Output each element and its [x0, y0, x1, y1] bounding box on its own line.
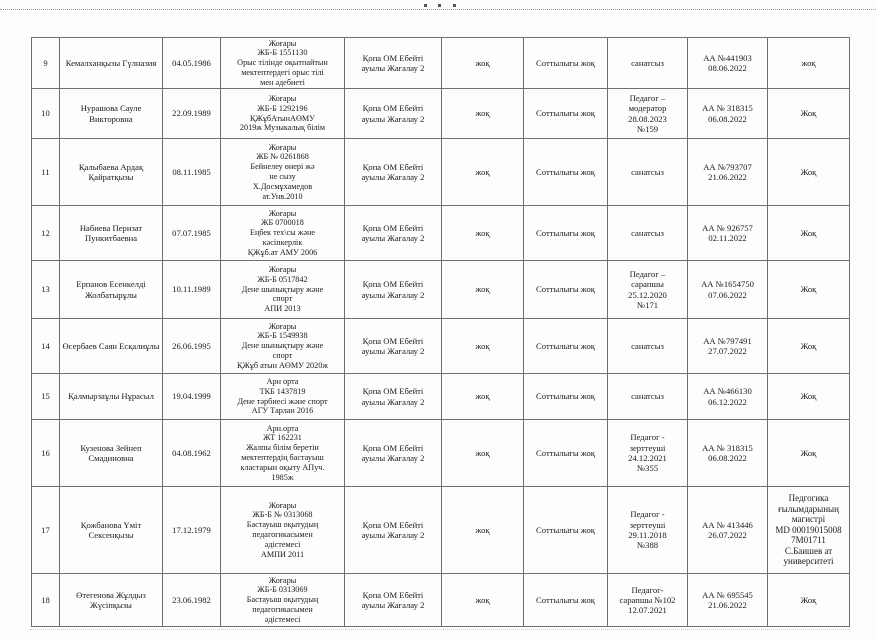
criminal-record: Соттылығы жоқ: [524, 89, 608, 139]
birth-date: 17.12.1979: [163, 487, 221, 574]
education: Жоғары ЖБ-Б 0517842 Дене шынықтыру және спорт АПИ 2013: [221, 261, 345, 319]
col-six: жоқ: [442, 420, 524, 487]
bottom-edge: [30, 629, 850, 631]
col-six: жоқ: [442, 139, 524, 206]
school: Қопа ОМ Ебейті ауылы Жағалау 2: [345, 574, 442, 627]
criminal-record: Соттылығы жоқ: [524, 261, 608, 319]
table-row: [32, 374, 850, 420]
row-number: 14: [32, 319, 60, 374]
certificate: АА № 695545 21.06.2022: [688, 574, 768, 627]
row-number: 12: [32, 206, 60, 261]
col-six: жоқ: [442, 89, 524, 139]
education: Жоғары ЖБ-Б № 0313068 Бастауыш оқытудың педагогикасымен әдістемесі АМПИ 2011: [221, 487, 345, 574]
criminal-record: Соттылығы жоқ: [524, 574, 608, 627]
education: Жоғары ЖБ-Б 1549938 Дене шынықтыру және спорт ҚЖұб атын АӨМУ 2020ж: [221, 319, 345, 374]
category: санатсыз: [608, 319, 688, 374]
table-row: [32, 420, 850, 487]
col-six: жоқ: [442, 261, 524, 319]
full-name: Қалмырзаұлы Нұрасыл: [60, 374, 163, 420]
category: Педагог – сарапшы 25.12.2020 №171: [608, 261, 688, 319]
birth-date: 04.05.1986: [163, 38, 221, 89]
category: санатсыз: [608, 206, 688, 261]
birth-date: 04.08.1962: [163, 420, 221, 487]
school: Қопа ОМ Ебейті ауылы Жағалау 2: [345, 261, 442, 319]
full-name: Ерпанов Есенкелді Жолбатырұлы: [60, 261, 163, 319]
table-row: [32, 487, 850, 574]
row-number: 16: [32, 420, 60, 487]
col-six: жоқ: [442, 38, 524, 89]
extra: Жоқ: [768, 261, 850, 319]
category: Педагог – модератор 28.08.2023 №159: [608, 89, 688, 139]
birth-date: 10.11.1989: [163, 261, 221, 319]
col-six: жоқ: [442, 319, 524, 374]
extra: жоқ: [768, 38, 850, 89]
certificate: АА №1654750 07.06.2022: [688, 261, 768, 319]
school: Қопа ОМ Ебейті ауылы Жағалау 2: [345, 319, 442, 374]
category: Педагог - зерттеуші 29.11.2018 №388: [608, 487, 688, 574]
scan-mark: [453, 4, 456, 7]
certificate: АА № 318315 06.08.2022: [688, 420, 768, 487]
full-name: Өсербаев Саян Есқалиұлы: [60, 319, 163, 374]
table-row: [32, 206, 850, 261]
col-six: жоқ: [442, 206, 524, 261]
criminal-record: Соттылығы жоқ: [524, 139, 608, 206]
criminal-record: Соттылығы жоқ: [524, 487, 608, 574]
table-row: [32, 38, 850, 89]
extra: Жоқ: [768, 420, 850, 487]
criminal-record: Соттылығы жоқ: [524, 420, 608, 487]
certificate: АА № 413446 26.07.2022: [688, 487, 768, 574]
education: Арн.орта ЖТ 162231 Жалпы білім беретін мектептердің бастауыш кластарын оқыту АПуч. 1985ж: [221, 420, 345, 487]
row-number: 13: [32, 261, 60, 319]
birth-date: 22.09.1989: [163, 89, 221, 139]
table-row: [32, 574, 850, 627]
scan-mark: [424, 4, 427, 7]
extra: Жоқ: [768, 139, 850, 206]
row-number: 11: [32, 139, 60, 206]
table-row: [32, 319, 850, 374]
extra: Педгогика ғылымдарының магистрі MD 00019015008 7М01711 С.Баишев ат университеті: [768, 487, 850, 574]
scan-mark: [438, 4, 441, 7]
education: Жоғары ЖБ-Б 1292196 ҚЖұбАтынАӨМУ 2019ж Музыкалық білім: [221, 89, 345, 139]
full-name: Қалыбаева Ардақ Қайратқызы: [60, 139, 163, 206]
birth-date: 26.06.1995: [163, 319, 221, 374]
full-name: Кузенова Зейнеп Смадиновна: [60, 420, 163, 487]
category: Педагог- сарапшы №102 12.07.2021: [608, 574, 688, 627]
education: Арн орта ТКБ 1437819 Дене тәрбиесі және спорт АГУ Тарлан 2016: [221, 374, 345, 420]
birth-date: 07.07.1985: [163, 206, 221, 261]
table-row: [32, 261, 850, 319]
extra: Жоқ: [768, 89, 850, 139]
certificate: АА №466130 06.12.2022: [688, 374, 768, 420]
extra: Жоқ: [768, 206, 850, 261]
birth-date: 23.06.1982: [163, 574, 221, 627]
school: Қопа ОМ Ебейті ауылы Жағалау 2: [345, 420, 442, 487]
full-name: Қожбанова Үміт Сексенқызы: [60, 487, 163, 574]
school: Қопа ОМ Ебейті ауылы Жағалау 2: [345, 139, 442, 206]
birth-date: 08.11.1985: [163, 139, 221, 206]
col-six: жоқ: [442, 574, 524, 627]
school: Қопа ОМ Ебейті ауылы Жағалау 2: [345, 374, 442, 420]
full-name: Өтегенова Жұлдыз Жүсіпқызы: [60, 574, 163, 627]
row-number: 9: [32, 38, 60, 89]
row-number: 18: [32, 574, 60, 627]
school: Қопа ОМ Ебейті ауылы Жағалау 2: [345, 206, 442, 261]
full-name: Нурашова Сауле Викторовна: [60, 89, 163, 139]
category: санатсыз: [608, 38, 688, 89]
col-six: жоқ: [442, 374, 524, 420]
certificate: АА №441903 08.06.2022: [688, 38, 768, 89]
extra: Жоқ: [768, 574, 850, 627]
birth-date: 19.04.1999: [163, 374, 221, 420]
table-row: [32, 89, 850, 139]
category: санатсыз: [608, 139, 688, 206]
criminal-record: Соттылығы жоқ: [524, 206, 608, 261]
school: Қопа ОМ Ебейті ауылы Жағалау 2: [345, 38, 442, 89]
full-name: Набиева Перизат Пункитбаевна: [60, 206, 163, 261]
education: Жоғары ЖБ-Б 0313069 Бастауыш оқытудың педагогикасымен әдістемесі: [221, 574, 345, 627]
school: Қопа ОМ Ебейті ауылы Жағалау 2: [345, 89, 442, 139]
category: санатсыз: [608, 374, 688, 420]
education: Жоғары ЖБ 0700018 Еңбек тех\сы және кәсіпкерлік ҚЖұб.ат АМУ 2006: [221, 206, 345, 261]
education: Жоғары ЖБ № 0261868 Бейнелеу өнері жә не сызу Х.Досмұхамедов ат.Унв.2010: [221, 139, 345, 206]
teacher-table: [31, 37, 850, 627]
category: Педагог - зерттеуші 24.12.2021 №355: [608, 420, 688, 487]
criminal-record: Соттылығы жоқ: [524, 38, 608, 89]
school: Қопа ОМ Ебейті ауылы Жағалау 2: [345, 487, 442, 574]
table-row: [32, 139, 850, 206]
certificate: АА № 318315 06.08.2022: [688, 89, 768, 139]
row-number: 15: [32, 374, 60, 420]
top-cut-line: [0, 9, 876, 11]
full-name: Кемалханқызы Гүлназия: [60, 38, 163, 89]
certificate: АА №793707 21.06.2022: [688, 139, 768, 206]
education: Жоғары ЖБ-Б 1551130 Орыс тілінде оқытпайтын мектептердегі орыс тілі мен әдебиеті: [221, 38, 345, 89]
extra: Жоқ: [768, 319, 850, 374]
extra: Жоқ: [768, 374, 850, 420]
certificate: АА № 926757 02.11.2022: [688, 206, 768, 261]
row-number: 10: [32, 89, 60, 139]
col-six: жоқ: [442, 487, 524, 574]
row-number: 17: [32, 487, 60, 574]
criminal-record: Соттылығы жоқ: [524, 319, 608, 374]
criminal-record: Соттылығы жоқ: [524, 374, 608, 420]
certificate: АА №797491 27.07.2022: [688, 319, 768, 374]
